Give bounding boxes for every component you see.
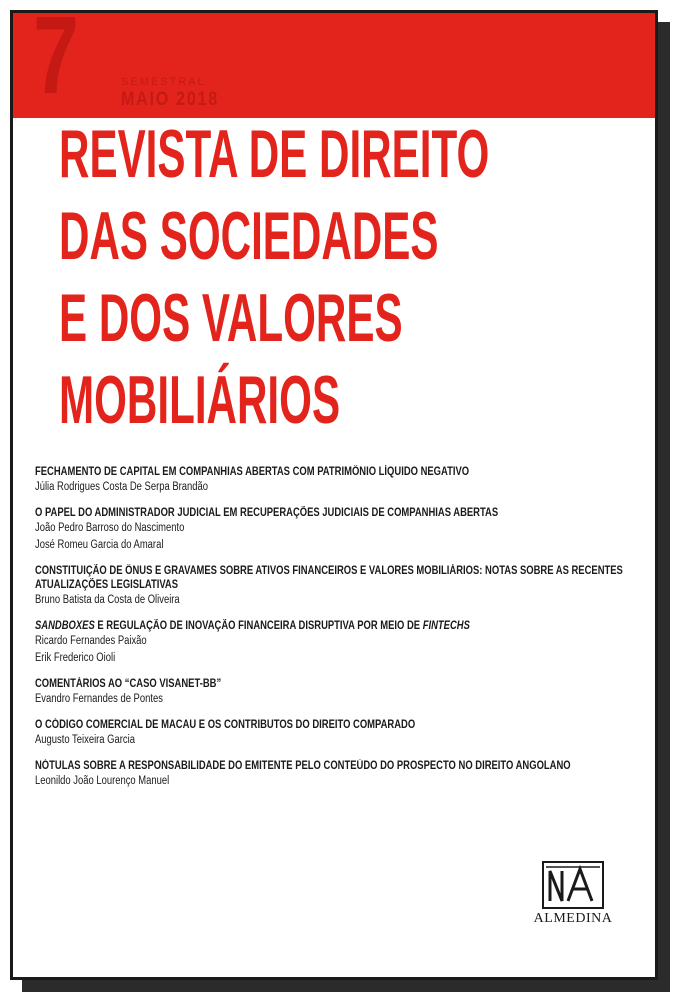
article-author: Erik Frederico Oioli <box>35 652 116 664</box>
article-entry <box>35 465 635 496</box>
article-author: Júlia Rodrigues Costa De Serpa Brandão <box>35 481 208 493</box>
title-line-3: E DOS VALORES <box>59 280 403 356</box>
article-title-italic: FINTECHS <box>422 620 470 632</box>
article-author: Augusto Teixeira Garcia <box>35 734 135 746</box>
article-title <box>35 619 635 633</box>
article-title-text: E REGULAÇÃO DE INOVAÇÃO FINANCEIRA DISRUPTIVA POR MEIO DE <box>94 620 423 632</box>
article-entry <box>35 564 635 609</box>
article-entry <box>35 506 635 554</box>
article-author: Bruno Batista da Costa de Oliveira <box>35 594 180 606</box>
article-title-italic: SANDBOXES <box>35 620 95 632</box>
issue-label: SEMESTRAL <box>121 76 206 88</box>
article-author: Leonildo João Lourenço Manuel <box>35 775 170 787</box>
title-line-1: REVISTA DE DIREITO <box>59 116 490 192</box>
article-title: O PAPEL DO ADMINISTRADOR JUDICIAL EM RECUPERAÇÕES JUDICIAIS DE COMPANHIAS ABERTAS <box>35 507 499 519</box>
issue-date: MAIO 2018 <box>121 89 219 110</box>
title-line-2: DAS SOCIEDADES <box>59 198 439 274</box>
article-title: COMENTÁRIOS AO “CASO VISANET-BB” <box>35 678 222 690</box>
article-entry <box>35 718 635 749</box>
article-entry <box>35 759 635 790</box>
article-author: Ricardo Fernandes Paixão <box>35 635 147 647</box>
article-title: O CÓDIGO COMERCIAL DE MACAU E OS CONTRIBUTOS DO DIREITO COMPARADO <box>35 719 416 731</box>
issue-number: 7 <box>33 10 79 117</box>
header-band <box>13 13 655 118</box>
book-cover <box>10 10 658 980</box>
title-line-4: MOBILIÁRIOS <box>59 362 341 438</box>
article-title: NÓTULAS SOBRE A RESPONSABILIDADE DO EMITENTE PELO CONTEÚDO DO PROSPECTO NO DIREITO ANGOLANO <box>35 760 571 772</box>
article-author: João Pedro Barroso do Nascimento <box>35 522 185 534</box>
journal-title <box>59 113 490 441</box>
table-of-contents <box>35 465 635 800</box>
article-author: Evandro Fernandes de Pontes <box>35 693 163 705</box>
almedina-logo-icon <box>542 861 604 909</box>
issue-meta <box>121 77 236 109</box>
article-entry <box>35 619 635 667</box>
article-title-continued: ATUALIZAÇÕES LEGISLATIVAS <box>35 579 179 591</box>
article-title: CONSTITUIÇÃO DE ÔNUS E GRAVAMES SOBRE ATIVOS FINANCEIROS E VALORES MOBILIÁRIOS: NOTAS SOBRE AS RECENTES <box>35 565 623 577</box>
article-author: José Romeu Garcia do Amaral <box>35 539 164 551</box>
publisher-logo <box>513 861 633 927</box>
article-entry <box>35 677 635 708</box>
article-title: FECHAMENTO DE CAPITAL EM COMPANHIAS ABERTAS COM PATRIMÔNIO LÍQUIDO NEGATIVO <box>35 466 470 478</box>
publisher-name: ALMEDINA <box>533 911 613 926</box>
